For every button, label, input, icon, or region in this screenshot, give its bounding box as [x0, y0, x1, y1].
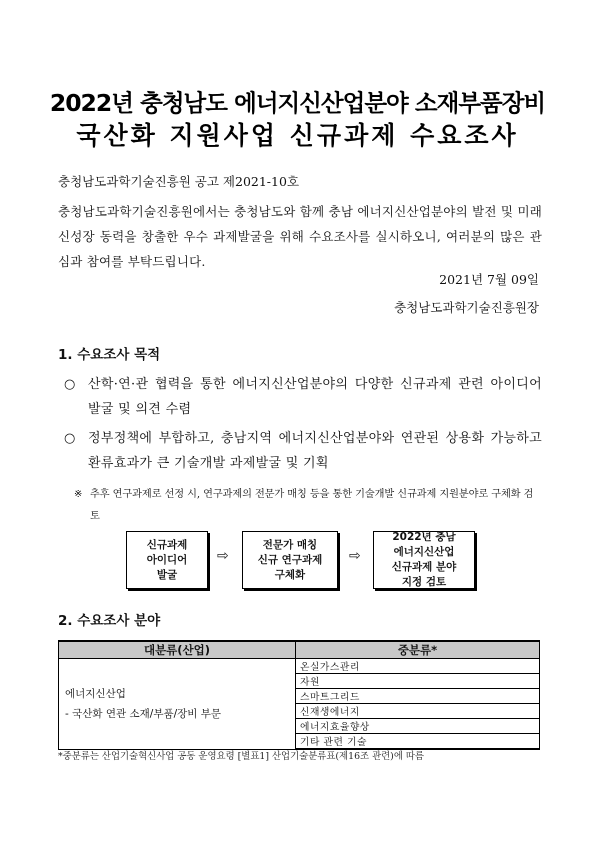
sub-category-cell: 온실가스관리 — [296, 659, 540, 674]
sub-category-cell: 자원 — [296, 674, 540, 689]
section-2-heading: 2. 수요조사 분야 — [58, 613, 161, 629]
circle-bullet-icon: ○ — [64, 377, 76, 392]
bullet-text: 정부정책에 부합하고, 충남지역 에너지신산업분야와 연관된 상용화 가능하고 환류효과가 큰 기술개발 과제발굴 및 기획 — [88, 431, 542, 471]
sub-category-cell: 에너지효율향상 — [296, 719, 540, 734]
flow-step-label: 신규과제 아이디어 발굴 — [146, 538, 188, 581]
circle-bullet-icon: ○ — [64, 431, 76, 446]
major-category-cell — [59, 659, 296, 750]
header-major-category: 대분류(산업) — [59, 641, 296, 659]
section-1-heading: 1. 수요조사 목적 — [58, 347, 161, 363]
reference-note — [74, 484, 542, 528]
purpose-bullet-1 — [64, 372, 542, 422]
major-category-name: 에너지신산업 — [65, 687, 126, 700]
table-header-row — [59, 641, 540, 659]
flow-step-label: 전문가 매칭 신규 연구과제 구체화 — [257, 538, 323, 581]
header-sub-category: 중분류* — [296, 641, 540, 659]
sub-category-cell: 기타 관련 기술 — [296, 734, 540, 750]
sub-category-cell: 신재생에너지 — [296, 704, 540, 719]
bullet-text: 산학·연·관 협력을 통한 에너지신산업분야의 다양한 신규과제 관련 아이디어 발굴 및 의견 수렴 — [88, 377, 542, 417]
note-text: 추후 연구과제로 선정 시, 연구과제의 전문가 매칭 등을 통한 기술개발 신규과제 지원분야로 구체화 검토 — [90, 489, 534, 522]
notice-date: 2021년 7월 09일 — [439, 272, 539, 287]
flow-step-3 — [373, 531, 475, 589]
reference-mark-icon: ※ — [74, 489, 83, 500]
intro-paragraph: 충청남도과학기술진흥원에서는 충청남도와 함께 충남 에너지신산업분야의 발전 및 미래 신성장 동력을 창출한 우수 과제발굴을 위해 수요조사를 실시하오니, 여러분의 많은 관심과 참여를 부탁드립니다. — [58, 204, 542, 269]
notice-number: 충청남도과학기술진흥원 공고 제2021-10호 — [58, 174, 300, 189]
signer: 충청남도과학기술진흥원장 — [394, 300, 539, 315]
title-line-1: 2022년 충청남도 에너지신산업분야 소재부품장비 — [49, 89, 546, 117]
table-row — [59, 659, 540, 674]
purpose-bullet-2 — [64, 426, 542, 476]
sub-category-cell: 스마트그리드 — [296, 689, 540, 704]
title-line-2: 국산화 지원사업 신규과제 수요조사 — [76, 121, 519, 150]
flow-step-1 — [126, 531, 208, 589]
flow-step-label: 2022년 충남 에너지신산업 신규과제 분야 지정 검토 — [391, 531, 457, 588]
flow-step-2 — [242, 531, 338, 589]
major-category-detail: - 국산화 연관 소재/부품/장비 부문 — [65, 707, 222, 720]
arrow-right-icon: ⇨ — [349, 548, 361, 564]
arrow-right-icon: ⇨ — [217, 548, 229, 564]
classification-table — [58, 640, 540, 750]
table-footnote: *중분류는 산업기술혁신사업 공동 운영요령 [별표1] 산업기술분류표(제16조 관련)에 따름 — [58, 751, 424, 762]
